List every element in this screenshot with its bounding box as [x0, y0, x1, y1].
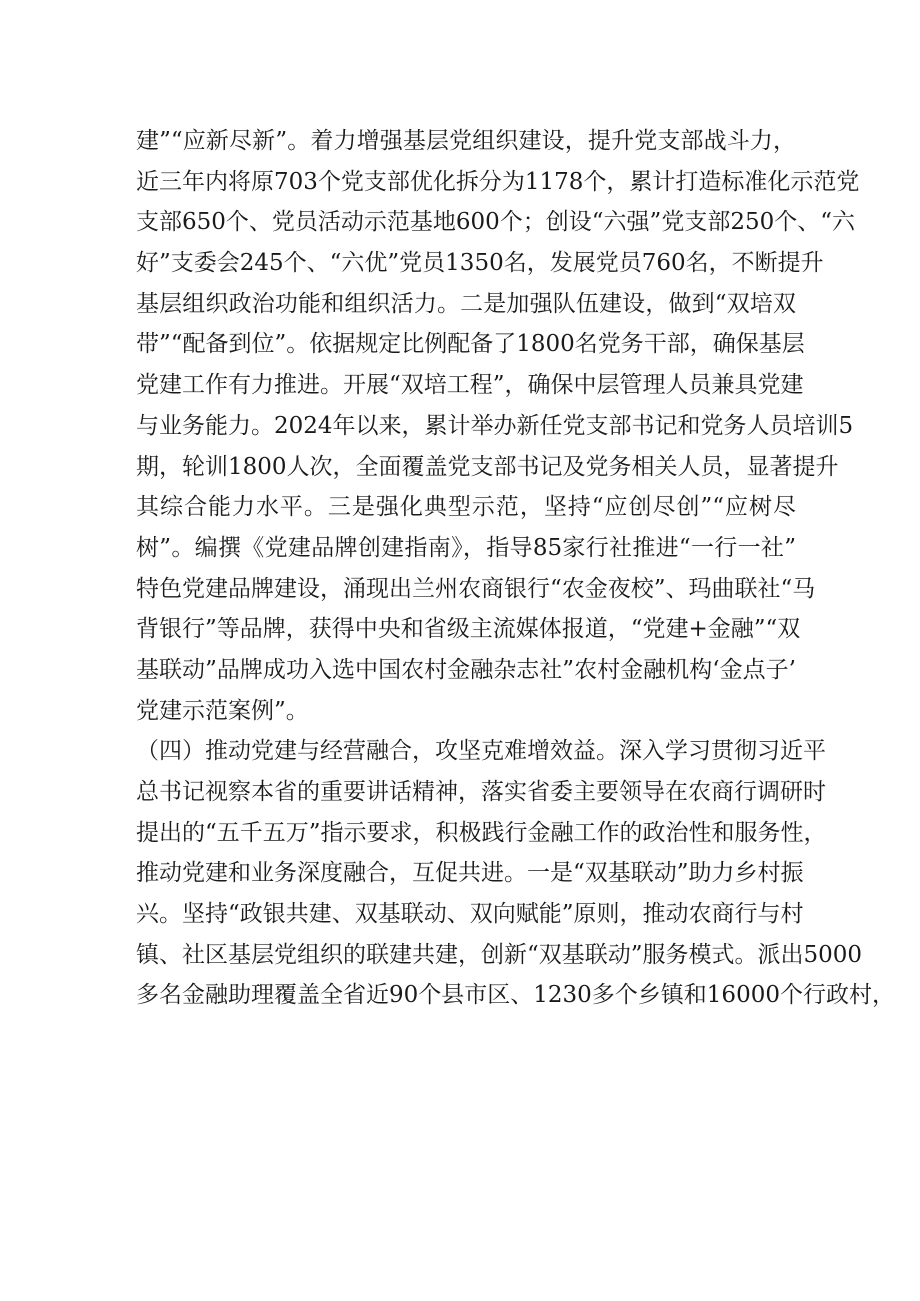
text-line: 支部650个、党员活动示范基地600个；创设“六强”党支部250个、“六 — [136, 209, 855, 236]
text-line: 兴。坚持“政银共建、双基联动、双向赋能”原则，推动农商行与村 — [136, 901, 804, 928]
text-line: 带”“配备到位”。依据规定比例配备了1800名党务干部，确保基层 — [136, 331, 805, 358]
text-line: 建”“应新尽新”。着力增强基层党组织建设，提升党支部战斗力， — [136, 128, 796, 154]
section-heading-line: （四）推动党建与经营融合，攻坚克难增效益。深入学习贯彻习近平 — [136, 738, 826, 765]
text-line: 总书记视察本省的重要讲话精神，落实省委主要领导在农商行调研时 — [136, 779, 826, 805]
text-line: 好”支委会245个、“六优”党员1350名，发展党员760名，不断提升 — [136, 250, 824, 277]
text-line: 与业务能力。2024年以来，累计举办新任党支部书记和党务人员培训5 — [136, 412, 854, 439]
text-line: 多名金融助理覆盖全省近90个县市区、1230多个乡镇和16000个行政村， — [136, 982, 895, 1009]
text-line: 特色党建品牌建设，涌现出兰州农商银行“农金夜校”、玛曲联社“马 — [136, 575, 816, 602]
text-line: 背银行”等品牌，获得中央和省级主流媒体报道，“党建+金融”“双 — [136, 616, 801, 643]
text-line: 党建工作有力推进。开展“双培工程”，确保中层管理人员兼具党建 — [136, 372, 804, 399]
text-line: 近三年内将原703个党支部优化拆分为1178个，累计打造标准化示范党 — [136, 168, 860, 195]
text-line: 镇、社区基层党组织的联建共建，创新“双基联动”服务模式。派出5000 — [136, 941, 863, 968]
text-line: 其综合能力水平。三是强化典型示范，坚持“应创尽创”“应树尽 — [136, 494, 796, 521]
paragraph-end-line: 党建示范案例”。 — [136, 697, 309, 724]
text-line: 基层组织政治功能和组织活力。二是加强队伍建设，做到“双培双 — [136, 290, 796, 317]
text-line: 基联动”品牌成功入选中国农村金融杂志社”农村金融机构‘金点子’ — [136, 656, 796, 683]
text-line: 树”。编撰《党建品牌创建指南》，指导85家行社推进“一行一社” — [136, 534, 796, 561]
text-line: 提出的“五千五万”指示要求，积极践行金融工作的政治性和服务性， — [136, 819, 827, 846]
text-line: 期，轮训1800人次，全面覆盖党支部书记及党务相关人员，显著提升 — [136, 453, 839, 480]
body-text — [136, 121, 895, 1016]
text-line: 推动党建和业务深度融合，互促共进。一是“双基联动”助力乡村振 — [136, 860, 804, 887]
